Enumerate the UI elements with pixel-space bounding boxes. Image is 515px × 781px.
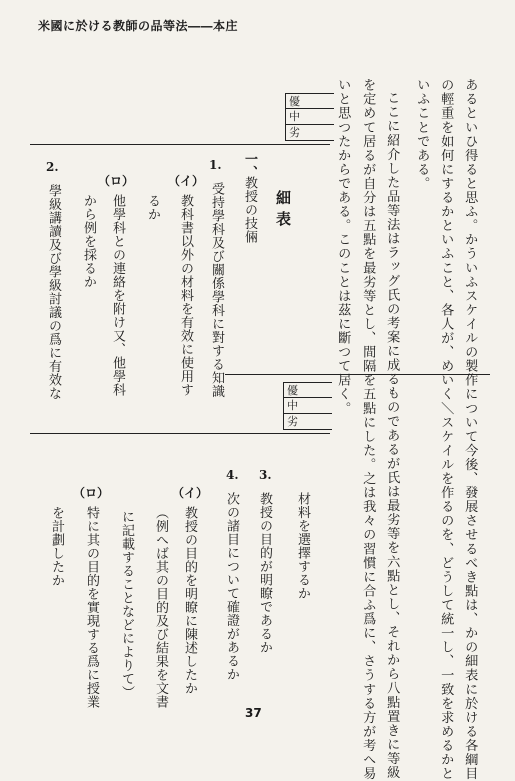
rank-poor: 劣 xyxy=(286,125,334,141)
table-top-rule xyxy=(30,144,330,145)
item-ro-line-2: から例を採るか xyxy=(81,194,96,289)
item-2-line-1: 學級講讀及び學級討議の爲に有效な xyxy=(46,184,61,400)
item-4i-line-3: に記載することなどによりて） xyxy=(119,510,134,699)
body-column-2: の輕重を如何にするかといふこと、各人が、めいく＼スケイルを作るのを、どうして統一し、一致を求めるかと xyxy=(438,78,454,781)
item-3-line-1: 教授の目的が明瞭であるか xyxy=(257,492,272,654)
item-marker-2: 2. xyxy=(46,160,59,174)
table-middle-rule xyxy=(225,374,490,375)
rank-box-upper xyxy=(285,93,334,141)
rank-box-lower xyxy=(283,382,332,430)
page-number: 37 xyxy=(245,706,262,720)
rank-poor-lower: 劣 xyxy=(284,414,332,430)
item-marker-4: 4. xyxy=(226,468,239,482)
item-marker-ro: （ロ） xyxy=(98,174,135,188)
body-column-5: を定めて居るが自分は五點を最劣等とし、間隔を五點にした。之は我々の習慣に合ふ爲に、さうする方が考へ易 xyxy=(360,78,376,781)
section-heading-number: 一、 xyxy=(242,152,257,179)
item-marker-4i: （イ） xyxy=(172,486,209,500)
continued-line: 材料を選擇するか xyxy=(295,492,310,600)
item-i-line-1: 教科書以外の材料を有效に使用す xyxy=(178,194,193,397)
body-column-4: ここに紹介した品等法はラッグ氏の考案に成るものであるが氏は最劣等を六點とし、それから八點置きに等級 xyxy=(384,91,400,780)
rank-average: 中 xyxy=(286,109,334,125)
body-column-3: いふことである。 xyxy=(414,78,430,191)
item-4i-line-2: （例へば其の目的及び結果を文書 xyxy=(153,506,168,709)
item-marker-1: 1. xyxy=(209,158,222,172)
table-lower-rule xyxy=(30,433,330,434)
item-marker-4ro: （ロ） xyxy=(73,486,110,500)
item-4-line-1: 次の諸目について確證があるか xyxy=(224,492,239,681)
table-title: 細表 xyxy=(274,190,292,232)
item-marker-i: （イ） xyxy=(168,174,205,188)
rank-excellent-lower: 優 xyxy=(284,382,332,398)
item-1-line-1: 受持學科及び關係學科に對する知識 xyxy=(209,182,224,398)
item-ro-line-1: 他學科との連絡を附け又、他學科 xyxy=(110,194,125,397)
item-4ro-line-2: を計劃したか xyxy=(49,506,64,587)
running-head: 米國に於ける教師の品等法――本庄 xyxy=(38,19,239,33)
rank-average-lower: 中 xyxy=(284,398,332,414)
item-i-line-2: るか xyxy=(145,194,160,221)
body-column-6: いと思つたからである。このことは茲に斷つて居く。 xyxy=(335,78,351,416)
rank-excellent: 優 xyxy=(286,93,334,109)
item-4i-line-1: 教授の目的を明瞭に陳述したか xyxy=(182,506,197,695)
section-heading-text: 教授の技倆 xyxy=(242,176,257,244)
body-column-1: あるといひ得ると思ふ。かういふスケイルの製作について今後、發展させるべき點は、かの細表に於ける各綱目 xyxy=(462,78,478,781)
item-marker-3: 3. xyxy=(259,468,272,482)
item-4ro-line-1: 特に其の目的を實現する爲に授業 xyxy=(84,506,99,709)
